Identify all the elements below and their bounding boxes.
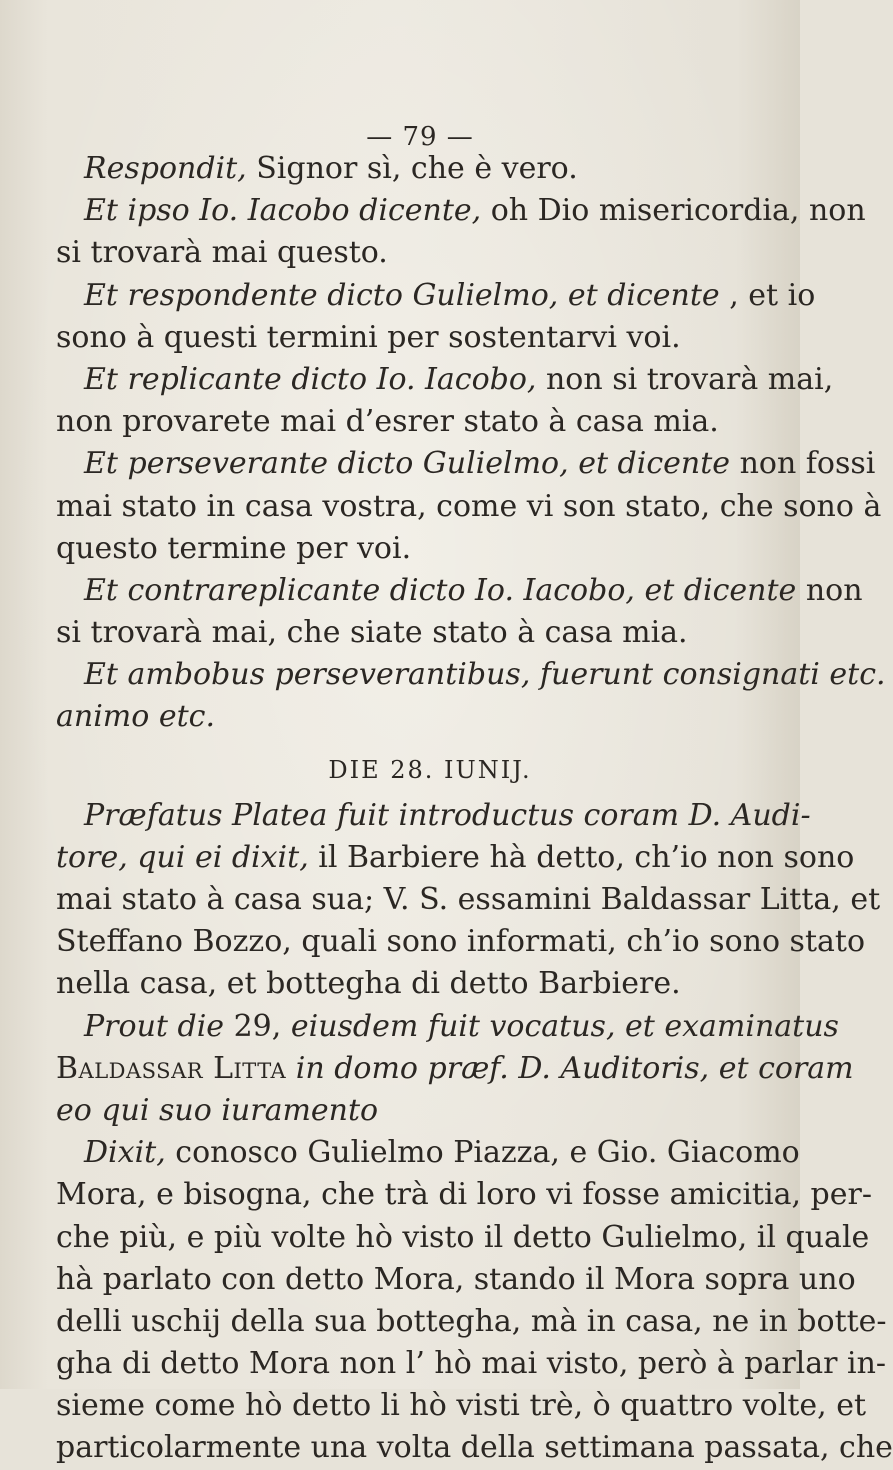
paragraph-contrareplicante-line-1: Et contrareplicante dicto Io. Iacobo, et dicente non (84, 572, 863, 608)
paragraph-praefatus-line-2: tore, qui ei dixit, il Barbiere hà detto, ch’io non sono (56, 839, 855, 875)
paragraph-ipso-line-2: si trovarà mai questo. (56, 235, 388, 271)
paragraph-dixit-line-6: gha di detto Mora non l’ hò mai visto, però à parlar in- (56, 1346, 887, 1382)
paragraph-praefatus-line-5: nella casa, et bottegha di detto Barbiere. (56, 966, 681, 1002)
paragraph-praefatus-line-4: Steffano Bozzo, quali sono informati, ch’io sono stato (56, 924, 866, 960)
paragraph-praefatus-line-1: Præfatus Platea fuit introductus coram D. Audi- (84, 797, 811, 833)
paragraph-perseverante-line-1: Et perseverante dicto Gulielmo, et dicente non fossi (84, 446, 876, 482)
page-number: — 79 — (366, 122, 474, 152)
paragraph-ambobus-line-1: Et ambobus perseverantibus, fuerunt consignati etc. (84, 657, 886, 693)
date-heading: DIE 28. IUNIJ. (328, 755, 532, 784)
paragraph-replicante-line-1: Et replicante dicto Io. Iacobo, non si trovarà mai, (84, 361, 834, 397)
paragraph-respondit: Respondit, Signor sì, che è vero. (84, 151, 578, 186)
paragraph-dixit-line-8: particolarmente una volta della settimana passata, che (56, 1430, 893, 1466)
paragraph-replicante-line-2: non provarete mai d’esrer stato à casa mia. (56, 404, 719, 440)
paragraph-perseverante-line-2: mai stato in casa vostra, come vi son stato, che sono à (56, 488, 882, 524)
paragraph-dixit-line-1: Dixit, conosco Gulielmo Piazza, e Gio. Giacomo (84, 1135, 800, 1171)
paragraph-dixit-line-7: sieme come hò detto li hò visti trè, ò quattro volte, et (56, 1388, 867, 1424)
paragraph-dixit-line-3: che più, e più volte hò visto il detto Gulielmo, il quale (56, 1219, 870, 1255)
paragraph-ambobus-line-2: animo etc. (56, 699, 215, 735)
paragraph-prout-line-1: Prout die 29, eiusdem fuit vocatus, et examinatus (84, 1008, 839, 1044)
paragraph-dixit-line-5: delli uschij della sua bottegha, mà in casa, ne in botte- (56, 1303, 887, 1339)
paragraph-dixit-line-4: hà parlato con detto Mora, stando il Mora sopra uno (56, 1261, 856, 1297)
body-text (56, 148, 893, 1470)
paragraph-praefatus-line-3: mai stato à casa sua; V. S. essamini Baldassar Litta, et (56, 882, 881, 917)
paragraph-ipso-line-1: Et ipso Io. Iacobo dicente, oh Dio misericordia, non (84, 193, 866, 229)
paragraph-prout-line-2: Baldassar Litta in domo præf. D. Auditoris, et coram (56, 1050, 854, 1086)
paragraph-contrareplicante-line-2: si trovarà mai, che siate stato à casa mia. (56, 615, 688, 651)
paragraph-respondente-line-2: sono à questi termini per sostentarvi voi. (56, 319, 681, 355)
paragraph-perseverante-line-3: questo termine per voi. (56, 530, 412, 566)
paragraph-dixit-line-2: Mora, e bisogna, che trà di loro vi fosse amicitia, per- (56, 1177, 872, 1213)
paragraph-respondente-line-1: Et respondente dicto Gulielmo, et dicente , et io (84, 277, 816, 313)
paragraph-prout-line-3: eo qui suo iuramento (56, 1092, 379, 1128)
